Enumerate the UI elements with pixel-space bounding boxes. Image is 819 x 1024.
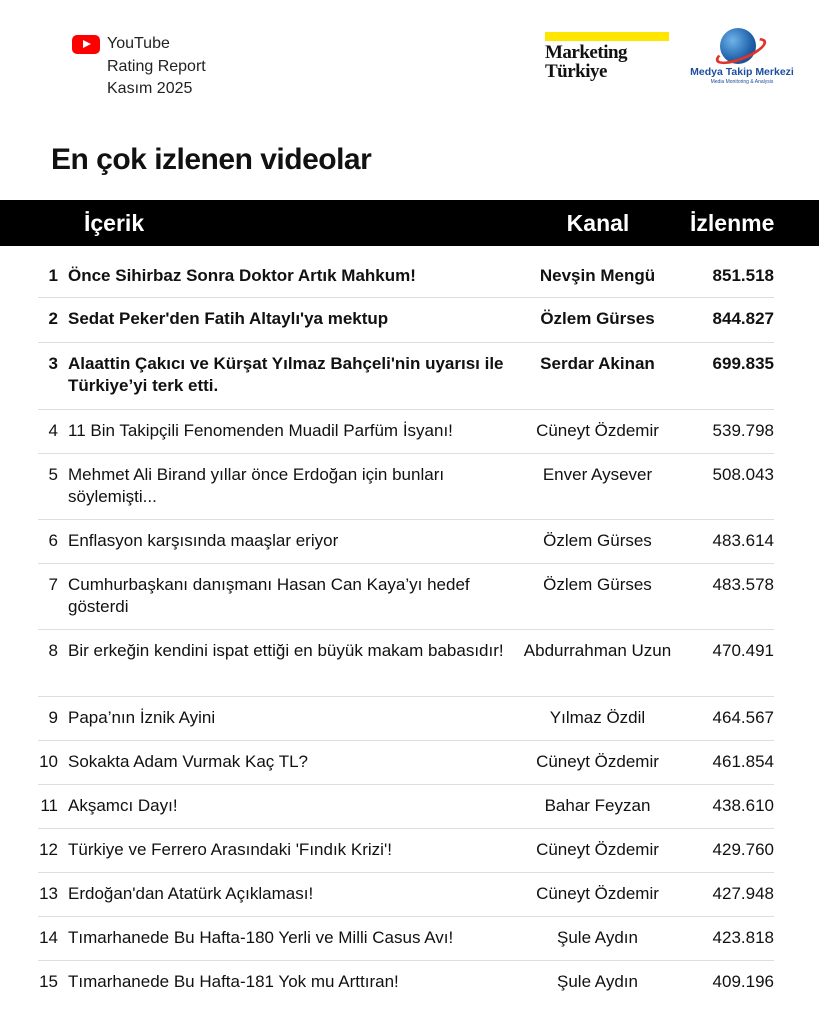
table-row — [38, 630, 774, 697]
row-channel: Şule Aydın — [557, 972, 638, 991]
row-title: Sedat Peker'den Fatih Altaylı'ya mektup — [68, 309, 389, 328]
row-rank: 5 — [48, 465, 58, 484]
row-views: 464.567 — [712, 708, 774, 727]
row-channel: Cüneyt Özdemir — [536, 421, 659, 440]
row-rank: 11 — [40, 796, 58, 815]
row-rank: 9 — [48, 708, 58, 727]
row-views: 851.518 — [712, 266, 774, 285]
row-views: 461.854 — [712, 752, 774, 771]
table-row — [38, 829, 774, 873]
row-title: Türkiye ve Ferrero Arasındaki 'Fındık Krizi'! — [68, 840, 392, 859]
table-row — [38, 697, 774, 741]
row-views: 423.818 — [712, 928, 774, 947]
row-title: Mehmet Ali Birand yıllar önce Erdoğan için bunları söylemişti... — [68, 465, 445, 506]
brand-line-report: Rating Report — [107, 57, 206, 75]
row-channel: Nevşin Mengü — [539, 266, 656, 285]
column-header-channel: Kanal — [566, 210, 630, 236]
row-views: 539.798 — [712, 421, 774, 440]
table-row — [38, 520, 774, 564]
table-row — [38, 343, 774, 410]
row-title: Tımarhanede Bu Hafta-180 Yerli ve Milli Casus Avı! — [68, 928, 454, 947]
row-rank: 14 — [39, 928, 58, 947]
row-rank: 6 — [48, 531, 58, 550]
row-title: 11 Bin Takipçili Fenomenden Muadil Parfüm İsyanı! — [68, 421, 453, 440]
column-header-views: İzlenme — [690, 210, 775, 236]
row-views: 427.948 — [712, 884, 774, 903]
row-rank: 10 — [39, 752, 58, 771]
mtm-logo-name: Medya Takip Merkezi — [690, 66, 794, 78]
row-title: Önce Sihirbaz Sonra Doktor Artık Mahkum! — [68, 266, 416, 285]
brand-line-date: Kasım 2025 — [107, 80, 193, 97]
logo-line-turkiye: Türkiye — [545, 61, 607, 82]
row-title: Sokakta Adam Vurmak Kaç TL? — [68, 752, 309, 771]
row-channel: Şule Aydın — [557, 928, 638, 947]
row-channel: Yılmaz Özdil — [549, 708, 646, 727]
row-channel: Cüneyt Özdemir — [536, 752, 659, 771]
row-channel: Özlem Gürses — [540, 309, 655, 328]
table-row — [38, 564, 774, 630]
row-rank: 1 — [48, 266, 58, 285]
row-channel: Cüneyt Özdemir — [536, 884, 659, 903]
row-title: Bir erkeğin kendini ispat ettiği en büyük makam babasıdır! — [68, 641, 504, 660]
row-channel: Enver Aysever — [542, 465, 653, 484]
row-title: Cumhurbaşkanı danışmanı Hasan Can Kaya’yı hedef gösterdi — [68, 575, 470, 616]
table-row — [38, 873, 774, 917]
table-row — [38, 255, 774, 298]
row-views: 844.827 — [712, 309, 774, 328]
row-rank: 3 — [48, 354, 58, 373]
row-title: Akşamcı Dayı! — [68, 796, 178, 815]
row-views: 699.835 — [712, 354, 774, 373]
row-rank: 7 — [48, 575, 58, 594]
table-row — [38, 454, 774, 520]
table-row — [38, 741, 774, 785]
row-channel: Serdar Akinan — [540, 354, 655, 373]
brand-line-youtube: YouTube — [107, 35, 170, 52]
table-row — [38, 298, 774, 343]
row-rank: 2 — [48, 309, 58, 328]
row-title: Papa’nın İznik Ayini — [68, 708, 216, 727]
row-views: 483.614 — [712, 531, 774, 550]
row-rank: 8 — [48, 641, 58, 660]
row-views: 409.196 — [712, 972, 774, 991]
row-title: Alaattin Çakıcı ve Kürşat Yılmaz Bahçeli'nin uyarısı ile Türkiye’yi terk etti. — [68, 354, 504, 395]
row-title: Tımarhanede Bu Hafta-181 Yok mu Arttıran! — [68, 972, 399, 991]
row-channel: Abdurrahman Uzun — [523, 641, 672, 660]
row-rank: 12 — [39, 840, 58, 859]
table-row — [38, 410, 774, 454]
row-views: 438.610 — [712, 796, 774, 815]
row-rank: 4 — [48, 421, 58, 440]
row-views: 429.760 — [712, 840, 774, 859]
page-title: En çok izlenen videolar — [51, 143, 372, 176]
row-views: 508.043 — [712, 465, 774, 484]
row-title: Enflasyon karşısında maaşlar eriyor — [68, 531, 339, 550]
table-row — [38, 961, 774, 1001]
mtm-logo-subtitle: Media Monitoring & Analysis — [710, 79, 774, 85]
column-header-content: İçerik — [84, 210, 145, 236]
row-channel: Cüneyt Özdemir — [536, 840, 659, 859]
row-channel: Özlem Gürses — [543, 575, 652, 594]
row-rank: 15 — [39, 972, 58, 991]
row-views: 470.491 — [712, 641, 774, 660]
row-views: 483.578 — [712, 575, 774, 594]
row-title: Erdoğan'dan Atatürk Açıklaması! — [68, 884, 314, 903]
table-row — [38, 917, 774, 961]
row-channel: Bahar Feyzan — [544, 796, 651, 815]
table-row — [38, 785, 774, 829]
row-channel: Özlem Gürses — [543, 531, 652, 550]
logo-line-marketing: Marketing — [545, 42, 628, 63]
row-rank: 13 — [39, 884, 58, 903]
